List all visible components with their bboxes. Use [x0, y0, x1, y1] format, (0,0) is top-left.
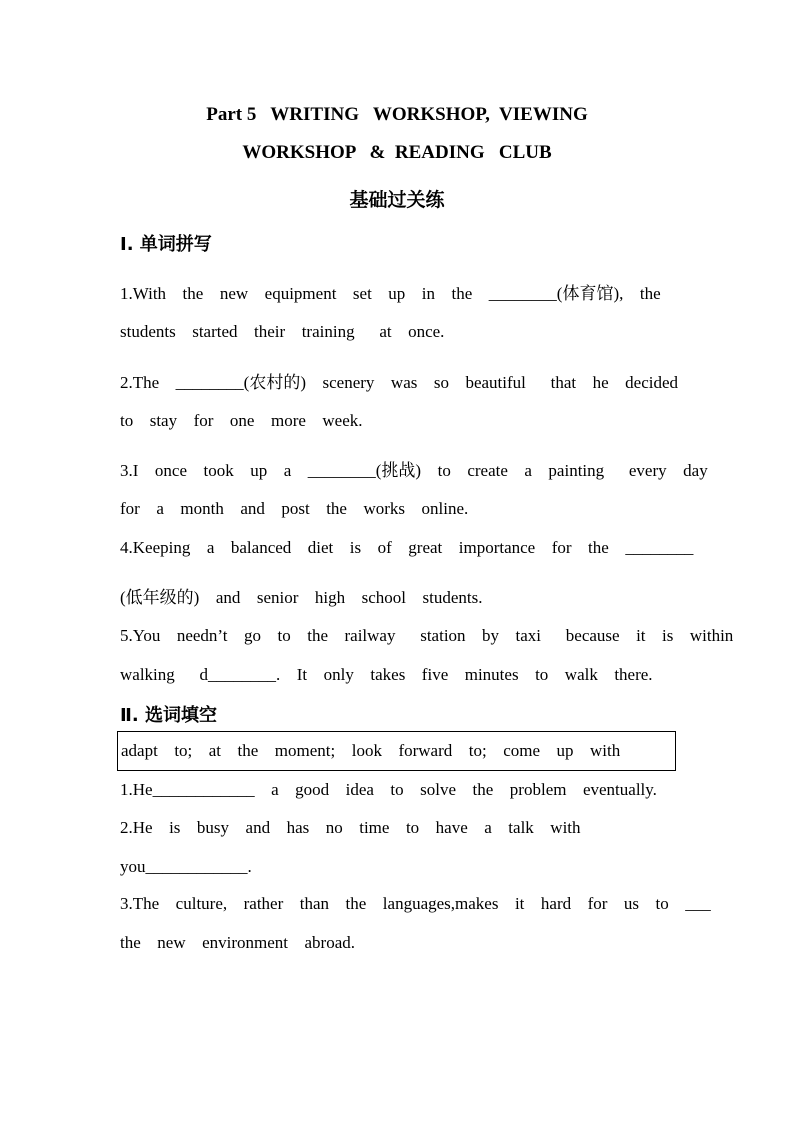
exercise-line: 3.The culture, rather than the languages,makes it hard for us to ___: [120, 894, 711, 913]
exercise-line: to stay for one more week.: [120, 411, 363, 430]
exercise-line: 2.The ________(农村的) scenery was so beautiful that he decided: [120, 373, 679, 392]
title-line-1: Part 5 WRITING WORKSHOP, VIEWING: [206, 104, 588, 125]
section-heading-fill-in: Ⅱ. 选词填空: [120, 705, 217, 726]
exercise-line: the new environment abroad.: [120, 933, 356, 952]
exercise-line: students started their training at once.: [120, 322, 445, 341]
section-heading-spelling: Ⅰ. 单词拼写: [120, 234, 212, 255]
exercise-line: for a month and post the works online.: [120, 499, 469, 518]
exercise-line: 4.Keeping a balanced diet is of great importance for the ________: [120, 538, 694, 557]
exercise-line: walking d________. It only takes five minutes to walk there.: [120, 665, 653, 684]
word-box-text: adapt to; at the moment; look forward to; come up with: [121, 741, 621, 760]
exercise-line: (低年级的) and senior high school students.: [120, 588, 483, 607]
exercise-line: 2.He is busy and has no time to have a talk with: [120, 818, 581, 837]
exercise-line: 5.You needn’t go to the railway station by taxi because it is within: [120, 626, 734, 645]
subtitle: 基础过关练: [349, 189, 445, 211]
title-line-2: WORKSHOP & READING CLUB: [242, 142, 552, 163]
exercise-line: 1.With the new equipment set up in the ________(体育馆), the: [120, 284, 661, 303]
exercise-line: 1.He____________ a good idea to solve the problem eventually.: [120, 780, 657, 799]
exercise-line: you____________.: [120, 857, 252, 876]
word-box: [117, 731, 676, 771]
exercise-line: 3.I once took up a ________(挑战) to create a painting every day: [120, 461, 708, 480]
